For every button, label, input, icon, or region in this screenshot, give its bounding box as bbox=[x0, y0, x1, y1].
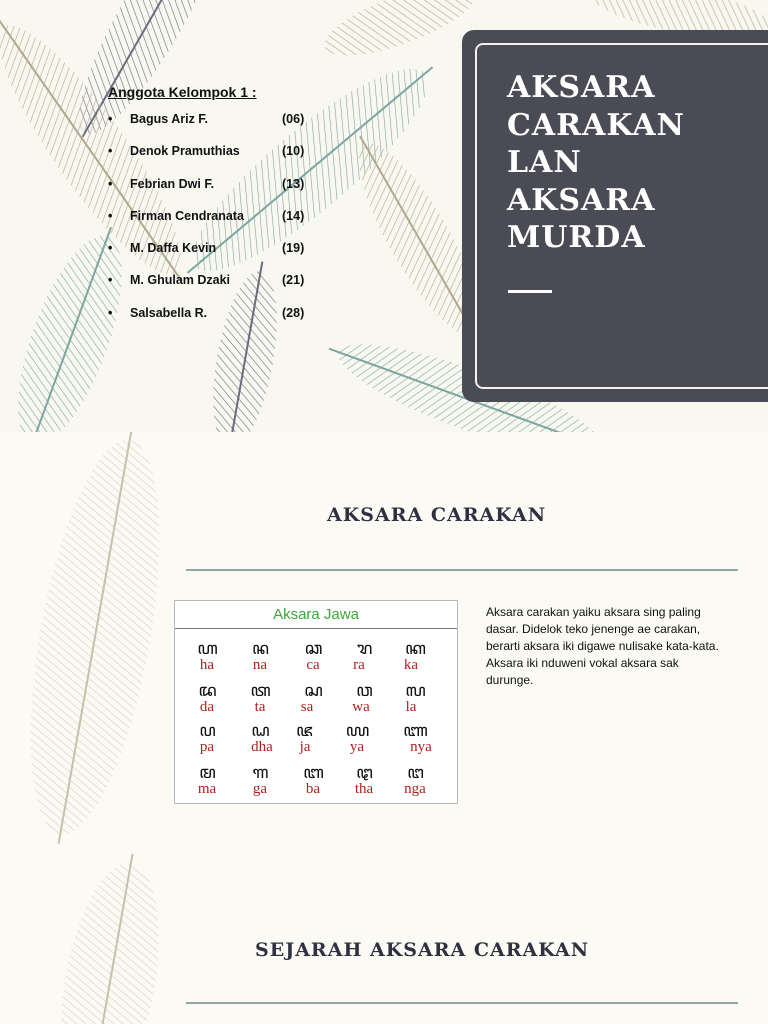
bullet-icon: • bbox=[108, 241, 113, 256]
member-number: (10) bbox=[282, 144, 305, 159]
members-heading: Anggota Kelompok 1 : bbox=[108, 84, 257, 100]
latin-row bbox=[175, 739, 457, 757]
latin-syllable: dha bbox=[251, 739, 273, 755]
member-item bbox=[108, 306, 328, 338]
bullet-icon: • bbox=[108, 273, 113, 288]
glyph-row bbox=[175, 677, 457, 699]
latin-syllable: pa bbox=[199, 739, 215, 755]
latin-syllable: na bbox=[252, 657, 268, 673]
latin-syllable: sa bbox=[300, 699, 314, 715]
glyph-row bbox=[175, 717, 457, 739]
title-line: AKSARA bbox=[507, 70, 656, 105]
members-list bbox=[108, 112, 328, 338]
member-item bbox=[108, 112, 328, 144]
member-item bbox=[108, 209, 328, 241]
aksara-carakan-slide bbox=[0, 432, 768, 852]
description-text: Aksara carakan yaiku aksara sing paling dasar. Didelok teko jenenge ae carakan, berarti aksara iki digawe nulisake kata-kata. Aksara iki nduweni vokal aksara sak durunge. bbox=[486, 605, 719, 687]
title-frame bbox=[475, 43, 768, 389]
bullet-icon: • bbox=[108, 208, 113, 223]
glyph-row bbox=[175, 635, 457, 657]
latin-syllable: ya bbox=[349, 739, 365, 755]
member-item bbox=[108, 177, 328, 209]
member-number: (06) bbox=[282, 112, 305, 126]
member-name: Firman Cendranata bbox=[130, 208, 244, 223]
javanese-glyph: ꦱ bbox=[304, 681, 322, 701]
javanese-glyph: ꦧ bbox=[303, 763, 323, 783]
javanese-glyph: ꦪ bbox=[345, 721, 369, 741]
latin-syllable: wa bbox=[352, 699, 370, 715]
javanese-glyph: ꦥ bbox=[199, 721, 215, 741]
latin-syllable: ha bbox=[199, 657, 215, 673]
section-title: AKSARA CARAKAN bbox=[327, 504, 547, 526]
title-line: AKSARA bbox=[507, 182, 656, 218]
feather-background bbox=[0, 852, 768, 1024]
javanese-glyph: ꦛ bbox=[356, 763, 372, 783]
latin-syllable: ga bbox=[252, 781, 268, 797]
javanese-glyph: ꦫ bbox=[356, 639, 372, 659]
latin-syllable: ma bbox=[197, 781, 217, 797]
member-number: (14) bbox=[282, 208, 305, 223]
latin-syllable: la bbox=[405, 699, 417, 715]
member-number: (13) bbox=[282, 176, 305, 191]
latin-syllable: da bbox=[199, 699, 215, 715]
feather-khaki-icon bbox=[317, 0, 484, 70]
slide-title bbox=[507, 69, 707, 257]
javanese-glyph: ꦩ bbox=[199, 763, 215, 783]
javanese-glyph: ꦏ bbox=[405, 639, 425, 659]
javanese-glyph: ꦔ bbox=[407, 763, 423, 783]
javanese-glyph: ꦚ bbox=[403, 721, 427, 741]
latin-syllable: nya bbox=[410, 739, 432, 755]
section-title: SEJARAH AKSARA CARAKAN bbox=[255, 939, 590, 961]
latin-row bbox=[175, 781, 457, 799]
title-panel bbox=[462, 30, 768, 402]
latin-syllable: tha bbox=[354, 781, 374, 797]
title-line: CARAKAN bbox=[507, 107, 685, 143]
javanese-glyph: ꦢ bbox=[198, 681, 216, 701]
javanese-glyph: ꦠ bbox=[250, 681, 270, 701]
latin-row bbox=[175, 699, 457, 717]
latin-syllable: ja bbox=[299, 739, 311, 755]
section-divider bbox=[186, 569, 738, 571]
latin-row bbox=[175, 657, 457, 675]
image-heading: Aksara Jawa bbox=[175, 601, 457, 629]
javanese-glyph: ꦝ bbox=[251, 721, 269, 741]
member-name: Bagus Ariz F. bbox=[130, 112, 209, 126]
title-underline bbox=[508, 290, 552, 293]
latin-syllable: ca bbox=[306, 657, 320, 673]
members-block bbox=[108, 84, 328, 338]
sejarah-slide bbox=[0, 852, 768, 1024]
javanese-glyph: ꦕ bbox=[304, 639, 322, 659]
member-name: Denok Pramuthias bbox=[130, 144, 240, 159]
member-number: (19) bbox=[282, 241, 305, 256]
member-name: Febrian Dwi F. bbox=[130, 176, 215, 191]
member-name: M. Daffa Kevin bbox=[130, 241, 217, 256]
member-name: M. Ghulam Dzaki bbox=[130, 273, 231, 288]
member-item bbox=[108, 273, 328, 305]
javanese-glyph: ꦗ bbox=[296, 721, 312, 741]
latin-syllable: ta bbox=[254, 699, 266, 715]
latin-syllable: ka bbox=[403, 657, 419, 673]
title-line: LAN bbox=[507, 145, 582, 180]
bullet-icon: • bbox=[108, 305, 113, 320]
javanese-glyph: ꦲ bbox=[197, 639, 217, 659]
bullet-icon: • bbox=[108, 144, 113, 159]
bullet-icon: • bbox=[108, 176, 113, 191]
member-item bbox=[108, 241, 328, 273]
javanese-glyph: ꦮ bbox=[356, 681, 372, 701]
latin-syllable: ra bbox=[353, 657, 365, 673]
glyph-row bbox=[175, 759, 457, 781]
cover-slide bbox=[0, 0, 768, 432]
member-number: (21) bbox=[282, 273, 305, 288]
latin-syllable: ba bbox=[305, 781, 321, 797]
title-line: MURDA bbox=[507, 220, 646, 255]
feather-icon bbox=[4, 432, 185, 852]
latin-syllable: nga bbox=[404, 781, 426, 797]
bullet-icon: • bbox=[108, 112, 113, 126]
javanese-glyph: ꦒ bbox=[252, 763, 268, 783]
member-number: (28) bbox=[282, 305, 305, 320]
feather-icon bbox=[43, 852, 177, 1024]
javanese-glyph: ꦭ bbox=[405, 681, 425, 701]
aksara-jawa-image bbox=[174, 600, 458, 804]
member-name: Salsabella R. bbox=[130, 305, 208, 320]
javanese-glyph: ꦤ bbox=[252, 639, 268, 659]
section-divider bbox=[186, 1002, 738, 1004]
member-item bbox=[108, 144, 328, 176]
